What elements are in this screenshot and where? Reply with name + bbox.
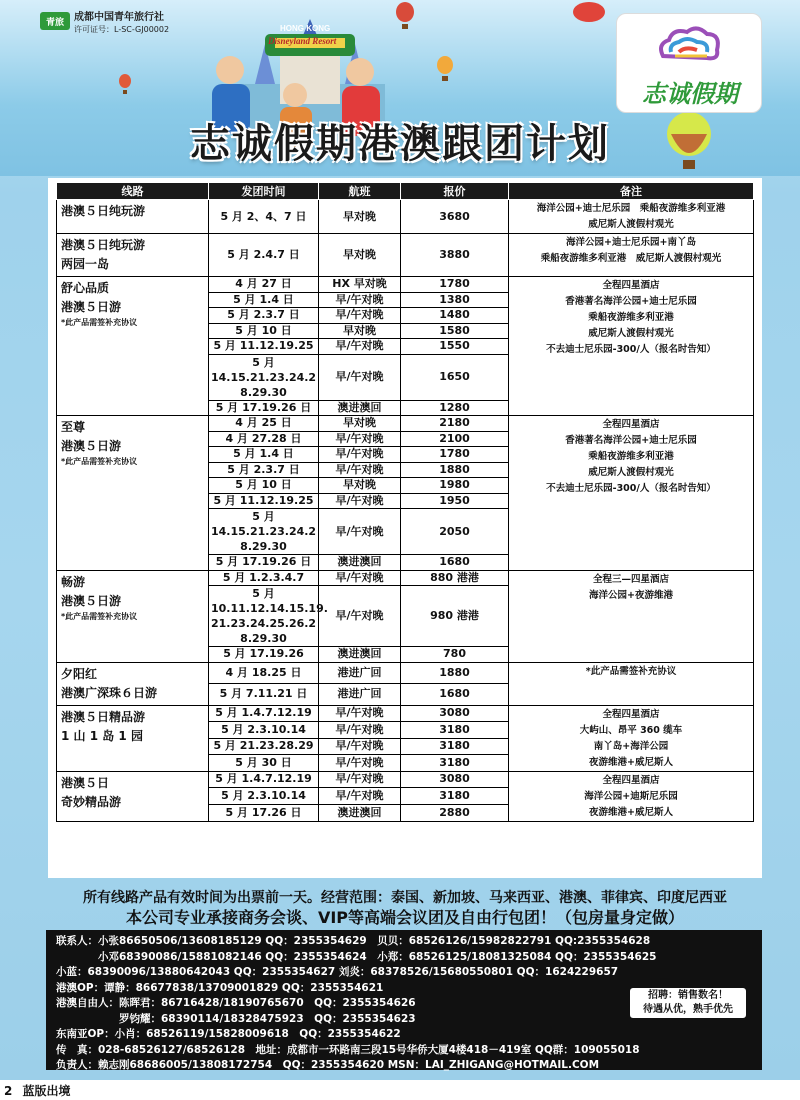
contact-line: 联系人：小张86650506/13608185129 QQ：2355354629 贝贝：68526126/15982822791 QQ:2355354628 bbox=[56, 935, 651, 947]
flight-cell: 早/午对晚 bbox=[319, 738, 401, 755]
route-name-line: 舒心品质 bbox=[61, 281, 110, 295]
brand-name: 志诚假期 bbox=[642, 80, 738, 108]
price-cell: 3180 bbox=[401, 755, 509, 772]
price-cell: 1880 bbox=[401, 662, 509, 684]
route-note: *此产品需签补充协议 bbox=[61, 611, 138, 621]
price-cell: 1380 bbox=[401, 292, 509, 308]
departure-date-cell: 5 月 2.3.7 日 bbox=[209, 308, 319, 324]
price-cell: 3180 bbox=[401, 738, 509, 755]
route-name-line: 港澳５日游 bbox=[61, 593, 122, 608]
price-cell: 780 bbox=[401, 647, 509, 663]
flight-cell: 港进广回 bbox=[319, 662, 401, 684]
departure-date-cell: 4 月 18.25 日 bbox=[209, 662, 319, 684]
price-cell: 1680 bbox=[401, 555, 509, 571]
business-note: 本公司专业承接商务会谈、VIP等高端会议团及自由行包团！（包房量身定做） bbox=[125, 908, 685, 927]
flight-cell: 澳进澳回 bbox=[319, 555, 401, 571]
remarks-cell bbox=[509, 416, 754, 571]
table-row bbox=[57, 771, 754, 788]
route-note: *此产品需签补充协议 bbox=[61, 318, 138, 327]
price-cell: 3680 bbox=[401, 200, 509, 234]
remarks-cell bbox=[509, 200, 754, 234]
departure-date-cell: 5 月 17.19.26 bbox=[209, 647, 319, 663]
flight-cell: 早/午对晚 bbox=[319, 722, 401, 739]
flight-cell: 早/午对晚 bbox=[319, 771, 401, 788]
price-cell: 1880 bbox=[401, 462, 509, 478]
price-cell: 880 港港 bbox=[401, 570, 509, 586]
table-row bbox=[57, 705, 754, 722]
price-cell: 1550 bbox=[401, 339, 509, 355]
castle-sign-top: HONG KONG bbox=[280, 24, 331, 33]
departure-date-cell: 5 月 2.3.10.14 bbox=[209, 722, 319, 739]
route-cell bbox=[57, 705, 209, 771]
contact-line: 东南亚OP：小肖：68526119/15828009618 QQ：2355354622 bbox=[56, 1028, 401, 1040]
flight-cell: 早/午对晚 bbox=[319, 431, 401, 447]
remark-line: 乘船夜游维多利亚港 威尼斯人渡假村观光 bbox=[540, 253, 722, 264]
table-row bbox=[57, 234, 754, 277]
price-cell: 3880 bbox=[401, 234, 509, 277]
flight-cell: 早/午对晚 bbox=[319, 493, 401, 509]
remark-line: 海洋公园+夜游维港 bbox=[589, 589, 673, 601]
departure-date-cell: 5 月 14.15.21.23.24.2 8.29.30 bbox=[209, 509, 319, 555]
remark-line: 海洋公园+迪士尼乐园 乘船夜游维多利亚港 bbox=[536, 203, 726, 214]
agency-license: 许可证号：L-SC-GJ00002 bbox=[74, 25, 170, 34]
price-cell: 3080 bbox=[401, 705, 509, 722]
departure-date-cell: 5 月 11.12.19.25 bbox=[209, 339, 319, 355]
recruit-notice bbox=[630, 988, 746, 1018]
flight-cell: HX 早对晚 bbox=[319, 277, 401, 293]
route-name-line: 畅游 bbox=[61, 574, 86, 589]
route-name-line: 港澳５日纯玩游 bbox=[61, 238, 146, 252]
page-number: 2 bbox=[4, 1084, 13, 1098]
remark-line: 全程三—四星酒店 bbox=[592, 573, 669, 585]
remark-line: 乘船夜游维多利亚港 bbox=[588, 312, 674, 323]
flight-cell: 早/午对晚 bbox=[319, 705, 401, 722]
route-cell bbox=[57, 416, 209, 571]
flight-cell: 早/午对晚 bbox=[319, 292, 401, 308]
departure-date-cell: 5 月 30 日 bbox=[209, 755, 319, 772]
remark-line: 全程四星酒店 bbox=[602, 774, 660, 786]
price-cell: 2100 bbox=[401, 431, 509, 447]
contact-line: 罗钧耀：68390114/18328475923 QQ：2355354623 bbox=[56, 1012, 416, 1025]
route-name-line: 至尊 bbox=[61, 420, 86, 434]
remark-line: 夜游维港+威尼斯人 bbox=[589, 756, 673, 768]
route-cell bbox=[57, 771, 209, 821]
price-cell: 3180 bbox=[401, 722, 509, 739]
flight-cell: 早/午对晚 bbox=[319, 462, 401, 478]
price-cell: 2050 bbox=[401, 509, 509, 555]
contact-line: 港澳自由人：陈晖君：86716428/18190765670 QQ：2355354626 bbox=[56, 997, 416, 1009]
table-row bbox=[57, 570, 754, 586]
departure-date-cell: 5 月 1.4 日 bbox=[209, 447, 319, 463]
header-banner bbox=[0, 0, 800, 176]
header-route: 线路 bbox=[57, 183, 209, 200]
page-footer bbox=[0, 1082, 800, 1100]
price-cell: 1780 bbox=[401, 447, 509, 463]
remark-line: 不去迪士尼乐园-300/人（报名时告知） bbox=[546, 483, 716, 494]
price-cell: 1480 bbox=[401, 308, 509, 324]
flight-cell: 早/午对晚 bbox=[319, 509, 401, 555]
departure-date-cell: 5 月 14.15.21.23.24.2 8.29.30 bbox=[209, 354, 319, 400]
agency-brand bbox=[40, 12, 169, 35]
remark-line: 海洋公园+迪士尼乐园+南丫岛 bbox=[566, 237, 696, 248]
route-name-line: 港澳广深珠６日游 bbox=[61, 685, 158, 700]
departure-date-cell: 5 月 2、4、7 日 bbox=[209, 200, 319, 234]
remarks-cell bbox=[509, 705, 754, 771]
price-cell: 3080 bbox=[401, 771, 509, 788]
price-cell: 980 港港 bbox=[401, 586, 509, 647]
remarks-cell bbox=[509, 570, 754, 662]
remark-line: 香港著名海洋公园+迪士尼乐园 bbox=[565, 296, 697, 307]
remark-line: 威尼斯人渡假村观光 bbox=[588, 328, 674, 339]
flight-cell: 早对晚 bbox=[319, 323, 401, 339]
hot-air-balloon-icon bbox=[118, 74, 132, 96]
departure-date-cell: 5 月 2.3.10.14 bbox=[209, 788, 319, 805]
route-name-line: 港澳５日游 bbox=[61, 300, 122, 314]
remarks-cell bbox=[509, 234, 754, 277]
route-note: *此产品需签补充协议 bbox=[61, 457, 138, 466]
route-name-line: 奇妙精品游 bbox=[61, 794, 122, 809]
flight-cell: 早/午对晚 bbox=[319, 308, 401, 324]
remark-line: 不去迪士尼乐园-300/人（报名时告知） bbox=[546, 344, 716, 355]
flight-cell: 港进广回 bbox=[319, 684, 401, 706]
remark-line: 香港著名海洋公园+迪士尼乐园 bbox=[565, 435, 697, 446]
price-cell: 1680 bbox=[401, 684, 509, 706]
departure-date-cell: 4 月 27.28 日 bbox=[209, 431, 319, 447]
contact-line: 港澳OP：谭静：86677838/13709001829 QQ：2355354621 bbox=[56, 981, 384, 994]
agency-logo: 青旅 bbox=[40, 12, 70, 30]
recruit-line-2: 待遇从优，熟手优先 bbox=[643, 1004, 733, 1015]
remarks-cell bbox=[509, 662, 754, 705]
table-row bbox=[57, 277, 754, 293]
price-cell: 1280 bbox=[401, 400, 509, 416]
table-header-row bbox=[57, 183, 754, 200]
validity-note: 所有线路产品有效时间为出票前一天。经营范围：泰国、新加坡、马来西亚、港澳、菲律宾、印度尼西亚 bbox=[83, 890, 727, 906]
route-cell bbox=[57, 277, 209, 416]
flight-cell: 早/午对晚 bbox=[319, 788, 401, 805]
route-name-line: 港澳５日精品游 bbox=[61, 709, 146, 724]
route-cell bbox=[57, 234, 209, 277]
departure-date-cell: 5 月 17.19.26 日 bbox=[209, 555, 319, 571]
remark-line: 夜游维港+威尼斯人 bbox=[589, 806, 673, 818]
remark-line: *此产品需签补充协议 bbox=[585, 665, 677, 677]
departure-date-cell: 5 月 1.4 日 bbox=[209, 292, 319, 308]
departure-date-cell: 5 月 1.4.7.12.19 bbox=[209, 771, 319, 788]
price-cell: 2880 bbox=[401, 804, 509, 821]
flight-cell: 早/午对晚 bbox=[319, 586, 401, 647]
remark-line: 威尼斯人渡假村观光 bbox=[588, 467, 674, 478]
remark-line: 全程四星酒店 bbox=[602, 419, 660, 430]
route-cell bbox=[57, 662, 209, 705]
route-name-line: 港澳５日 bbox=[61, 775, 110, 790]
route-name-line: 夕阳红 bbox=[61, 666, 98, 681]
table-row bbox=[57, 416, 754, 432]
header-flight: 航班 bbox=[319, 183, 401, 200]
departure-date-cell: 5 月 17.26 日 bbox=[209, 804, 319, 821]
flight-cell: 澳进澳回 bbox=[319, 400, 401, 416]
flight-cell: 早对晚 bbox=[319, 478, 401, 494]
price-cell: 1980 bbox=[401, 478, 509, 494]
flight-cell: 早/午对晚 bbox=[319, 447, 401, 463]
header-remarks: 备注 bbox=[509, 183, 754, 200]
route-name-line: 港澳５日纯玩游 bbox=[61, 204, 146, 218]
departure-date-cell: 5 月 7.11.21 日 bbox=[209, 684, 319, 706]
flight-cell: 早/午对晚 bbox=[319, 354, 401, 400]
page-title: 志诚假期港澳跟团计划 bbox=[190, 121, 610, 167]
table-row bbox=[57, 200, 754, 234]
remark-line: 南丫岛+海洋公园 bbox=[593, 740, 669, 752]
hot-air-balloon-icon bbox=[572, 2, 606, 24]
departure-date-cell: 5 月 1.4.7.12.19 bbox=[209, 705, 319, 722]
hot-air-balloon-icon bbox=[436, 56, 454, 84]
table-row bbox=[57, 662, 754, 684]
remarks-cell bbox=[509, 771, 754, 821]
remark-line: 海洋公园+迪斯尼乐园 bbox=[584, 790, 678, 802]
remark-line: 全程四星酒店 bbox=[602, 708, 660, 720]
departure-date-cell: 4 月 25 日 bbox=[209, 416, 319, 432]
price-cell: 2180 bbox=[401, 416, 509, 432]
contact-line: 小邓68390086/15881082146 QQ：2355354624 小郑：68526125/18081325084 QQ：2355354625 bbox=[56, 950, 657, 963]
castle-sign-main: Disneyland Resort bbox=[268, 36, 337, 46]
departure-date-cell: 5 月 1.2.3.4.7 bbox=[209, 570, 319, 586]
flight-cell: 早对晚 bbox=[319, 200, 401, 234]
route-cell bbox=[57, 200, 209, 234]
flight-cell: 早/午对晚 bbox=[319, 755, 401, 772]
departure-date-cell: 5 月 21.23.28.29 bbox=[209, 738, 319, 755]
route-name-line: 港澳５日游 bbox=[61, 439, 122, 453]
flight-cell: 澳进澳回 bbox=[319, 647, 401, 663]
flight-cell: 早对晚 bbox=[319, 416, 401, 432]
remark-line: 大屿山、昂平 360 缆车 bbox=[579, 724, 683, 736]
hot-air-balloon-icon bbox=[395, 2, 415, 32]
departure-date-cell: 5 月 10.11.12.14.15.19. 21.23.24.25.26.2 8.29.30 bbox=[209, 586, 319, 647]
route-name-line: 两园一岛 bbox=[61, 257, 110, 271]
section-name: 蓝版出境 bbox=[22, 1084, 71, 1098]
contact-line: 负责人：赖志刚68686005/13808172754 QQ：2355354620 MSN：LAI_ZHIGANG@HOTMAIL.COM bbox=[56, 1059, 600, 1071]
price-cell: 1580 bbox=[401, 323, 509, 339]
price-cell: 1780 bbox=[401, 277, 509, 293]
itinerary-table-panel bbox=[48, 178, 762, 878]
rainbow-cloud-icon bbox=[657, 26, 723, 64]
remark-line: 全程四星酒店 bbox=[602, 280, 660, 291]
flight-cell: 早/午对晚 bbox=[319, 570, 401, 586]
contact-panel bbox=[46, 930, 762, 1070]
departure-date-cell: 5 月 11.12.19.25 bbox=[209, 493, 319, 509]
route-cell bbox=[57, 570, 209, 662]
contact-line: 小蓝：68390096/13880642043 QQ：2355354627 刘炎：68378526/15680550801 QQ：1624229657 bbox=[56, 966, 619, 978]
agency-name: 成都中国青年旅行社 bbox=[74, 12, 164, 23]
table-body bbox=[57, 200, 754, 822]
header-price: 报价 bbox=[401, 183, 509, 200]
remark-line: 乘船夜游维多利亚港 bbox=[588, 451, 674, 462]
departure-date-cell: 5 月 10 日 bbox=[209, 323, 319, 339]
flight-cell: 早/午对晚 bbox=[319, 339, 401, 355]
route-name-line: 1 山 1 岛 1 园 bbox=[61, 728, 143, 743]
price-cell: 1950 bbox=[401, 493, 509, 509]
price-cell: 1650 bbox=[401, 354, 509, 400]
departure-date-cell: 5 月 10 日 bbox=[209, 478, 319, 494]
price-cell: 3180 bbox=[401, 788, 509, 805]
remarks-cell bbox=[509, 277, 754, 416]
flight-cell: 澳进澳回 bbox=[319, 804, 401, 821]
departure-date-cell: 4 月 27 日 bbox=[209, 277, 319, 293]
departure-date-cell: 5 月 2.3.7 日 bbox=[209, 462, 319, 478]
itinerary-table bbox=[56, 182, 754, 822]
header-departure: 发团时间 bbox=[209, 183, 319, 200]
departure-date-cell: 5 月 2.4.7 日 bbox=[209, 234, 319, 277]
flight-cell: 早对晚 bbox=[319, 234, 401, 277]
recruit-line-1: 招聘：销售数名！ bbox=[648, 990, 728, 1001]
contact-line: 传 真：028-68526127/68526128 地址：成都市一环路南三段15号华侨大厦4楼418－419室 QQ群：109055018 bbox=[56, 1043, 640, 1056]
departure-date-cell: 5 月 17.19.26 日 bbox=[209, 400, 319, 416]
brand-logo-box bbox=[616, 13, 762, 113]
remark-line: 威尼斯人渡假村观光 bbox=[588, 219, 674, 230]
